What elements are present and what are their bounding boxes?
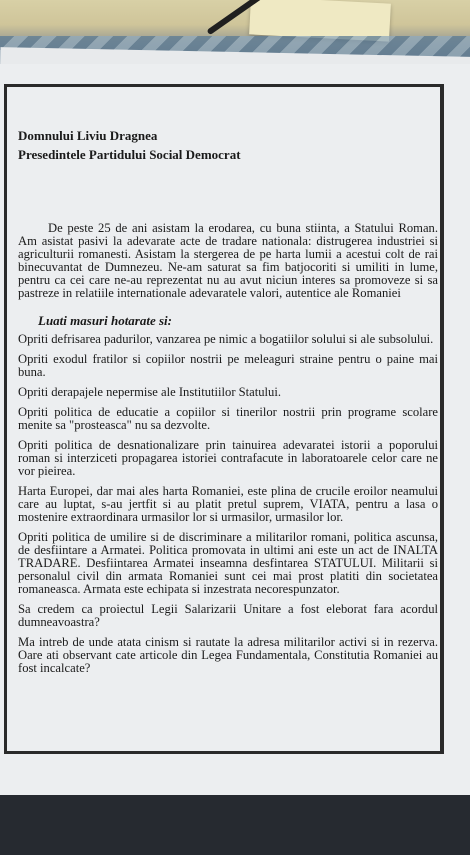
desk-background-bottom [0, 795, 470, 855]
demand-paragraph: Opriti exodul fratilor si copiilor nostrii pe meleaguri straine pentru o paine mai buna. [18, 352, 438, 379]
demand-paragraph: Opriti politica de umilire si de discriminare a militarilor romani, politica ascunsa, de desfiintare a Armatei. Politica promovata in ultimi ani este un act de INALTA TRADARE. Desfiintarea Armatei inseamna desfintarea STATULUI. Militarii si personalul civil din armata Romaniei sunt cei mai prost platiti din societatea romaneasca. Armata este echipata si inzestrata necorespunzator. [18, 530, 438, 596]
section-heading: Luati masuri hotarate si: [38, 313, 172, 328]
demand-paragraph: Harta Europei, dar mai ales harta Romaniei, este plina de crucile eroilor neamului care au luptat, s-au jertfit si au platit pretul suprem, VIATA, pentru a lasa o mostenire extraordinara urmasilor lor si urmasilor, urmasilor lor. [18, 484, 438, 524]
demand-paragraph: Ma intreb de unde atata cinism si rautate la adresa militarilor activi si in rezerva. Oare ati observant cate articole din Legea Fundamentala, Constitutia Romaniei au fost incalcate? [18, 635, 438, 675]
demand-paragraph: Opriti derapajele nepermise ale Institutiilor Statului. [18, 385, 281, 399]
recipient-name: Domnului Liviu Dragnea [18, 128, 158, 143]
letter-body [18, 126, 438, 682]
demand-paragraph: Opriti defrisarea padurilor, vanzarea pe nimic a bogatiilor solului si ale subsolului. [18, 332, 434, 346]
recipient-title: Presedintele Partidului Social Democrat [18, 147, 241, 162]
demand-paragraph: Opriti politica de educatie a copiilor si tinerilor nostrii prin programe scolare menite sa "prosteasca" nu sa dezvolte. [18, 405, 438, 432]
intro-paragraph: De peste 25 de ani asistam la erodarea, cu buna stiinta, a Statului Roman. Am asistat pasivi la adevarate acte de tradare nationala: distrugerea industriei si agriculturii romanesti. Asistam la stergerea de pe harta lumii a acestui colt de rai binecuvantat de Dumnezeu. Ne-am saturat sa fim batjocoriti si umiliti in lume, pentru ca cei care ne-au reprezentat nu au avut niciun interes sa promoveze si sa pastreze in relatiile internationale adevaratele valori, autentice ale Romaniei [18, 221, 438, 300]
demand-paragraph: Sa credem ca proiectul Legii Salarizarii Unitare a fost eleborat fara acordul dumneavoastra? [18, 602, 438, 629]
demand-paragraph: Opriti politica de desnationalizare prin tainuirea adevaratei istorii a poporului roman si interziceti propagarea istoriei contrafacute in laboratoarele celor care ne vor pieirea. [18, 438, 438, 478]
